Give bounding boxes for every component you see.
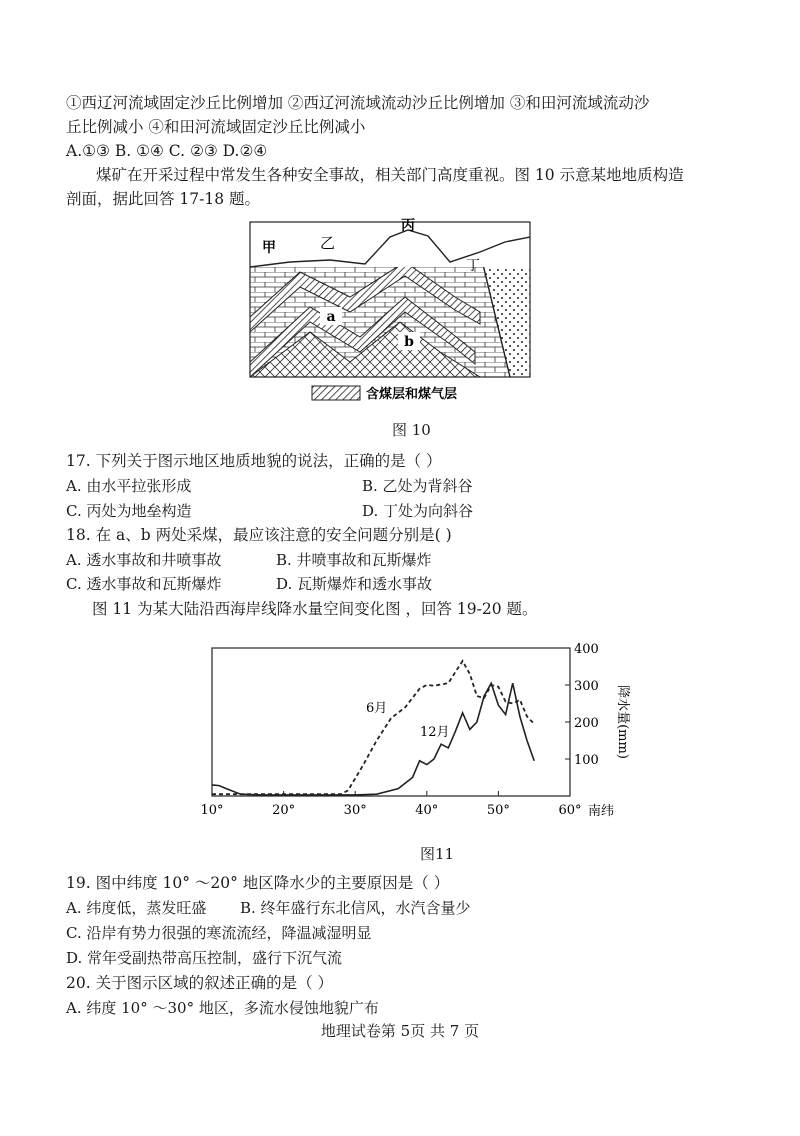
series-label-june: 6月	[366, 701, 388, 716]
q17-option-b: B. 乙处为背斜谷	[362, 477, 473, 495]
prev-answer-options: A.①③ B. ①④ C. ②③ D.②④	[66, 142, 268, 160]
prev-options-line-1: ①西辽河流域固定沙丘比例增加 ②西辽河流域流动沙丘比例增加 ③和田河流域流动沙	[66, 94, 650, 112]
fig11-caption: 图11	[420, 845, 455, 863]
series-label-december: 12月	[420, 725, 450, 740]
q17-stem: 17. 下列关于图示地区地质地貌的说法，正确的是（ ）	[66, 452, 442, 470]
q17-option-a: A. 由水平拉张形成	[66, 477, 192, 495]
q19-option-c: C. 沿岸有势力很强的寒流流经，降温减湿明显	[66, 924, 372, 942]
q17-option-d: D. 丁处为向斜谷	[362, 502, 474, 520]
label-bing: 丙	[401, 218, 415, 234]
fig11-intro: 图 11 为某大陆沿西海岸线降水量空间变化图 ，回答 19-20 题。	[92, 600, 538, 618]
q18-option-c: C. 透水事故和瓦斯爆炸	[66, 575, 222, 593]
y-tick-label: 100	[574, 753, 599, 768]
geologic-section-figure	[240, 212, 540, 412]
page-footer: 地理试卷第 5页 共 7 页	[320, 1022, 480, 1040]
label-yi: 乙	[320, 234, 336, 252]
x-tick-label: 10°	[200, 803, 224, 818]
x-tick-label: 40°	[415, 803, 439, 818]
x-axis-label: 南纬	[588, 804, 615, 819]
y-axis-label: 降水量(mm)	[615, 685, 630, 759]
q19-option-b: B. 终年盛行东北信风，水汽含量少	[240, 899, 471, 917]
y-tick-label: 200	[574, 716, 599, 731]
label-ding: 丁	[466, 258, 480, 274]
precipitation-chart	[196, 632, 636, 832]
label-b: b	[404, 334, 414, 350]
label-a: a	[326, 309, 336, 325]
x-tick-label: 20°	[272, 803, 296, 818]
legend-swatch	[312, 386, 360, 400]
x-tick-label: 60°	[558, 803, 582, 818]
fig10-intro-line-2: 剖面，据此回答 17-18 题。	[66, 190, 261, 208]
q18-option-a: A. 透水事故和井喷事故	[66, 551, 222, 569]
label-jia: 甲	[262, 240, 276, 256]
fig10-caption: 图 10	[392, 421, 431, 439]
legend-label: 含煤层和煤气层	[366, 387, 458, 402]
section-body	[250, 222, 530, 377]
y-tick-label: 300	[574, 679, 599, 694]
x-tick-label: 50°	[486, 803, 510, 818]
y-tick-label: 400	[574, 642, 599, 657]
q18-option-d: D. 瓦斯爆炸和透水事故	[276, 575, 433, 593]
q19-option-a: A. 纬度低，蒸发旺盛	[66, 899, 207, 917]
series-lines	[212, 661, 534, 795]
q19-stem: 19. 图中纬度 10° ～20° 地区降水少的主要原因是（ ）	[66, 874, 450, 892]
series-june-line	[212, 661, 534, 794]
q20-option-a: A. 纬度 10° ～30° 地区，多流水侵蚀地貌广布	[66, 999, 379, 1017]
prev-options-line-2: 丘比例减小 ④和田河流域固定沙丘比例减小	[66, 118, 366, 136]
q18-option-b: B. 井喷事故和瓦斯爆炸	[276, 551, 432, 569]
q18-stem: 18. 在 a、b 两处采煤，最应该注意的安全问题分别是( )	[66, 526, 452, 544]
q19-option-d: D. 常年受副热带高压控制，盛行下沉气流	[66, 949, 343, 967]
x-tick-label: 30°	[343, 803, 367, 818]
q17-option-c: C. 丙处为地垒构造	[66, 502, 192, 520]
series-december-line	[212, 683, 534, 795]
plot-frame	[212, 648, 570, 796]
q20-stem: 20. 关于图示区域的叙述正确的是（ ）	[66, 974, 334, 992]
fig10-intro-line-1: 煤矿在开采过程中常发生各种安全事故，相关部门高度重视。图 10 示意某地地质构造	[96, 166, 684, 184]
